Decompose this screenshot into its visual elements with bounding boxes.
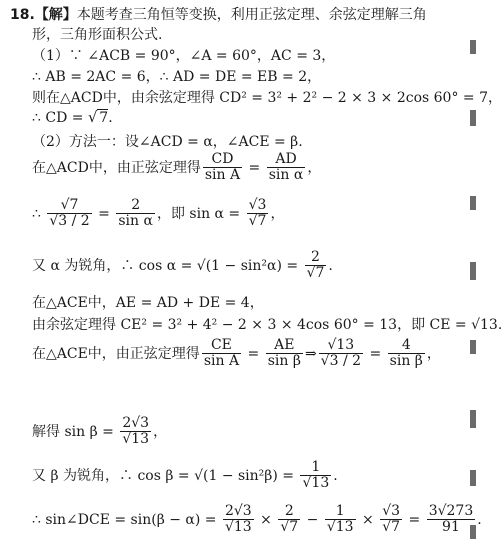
frac-num: 4 bbox=[388, 338, 425, 354]
frac-cd-sina bbox=[203, 152, 242, 184]
part1-line2: ∴ AB = 2AC = 6，∴ AD = DE = EB = 2， bbox=[32, 69, 322, 85]
frac-den: √7 bbox=[248, 213, 267, 230]
frac-num: 3√273 bbox=[428, 503, 474, 519]
intro-text-2: 形，三角形面积公式. bbox=[32, 27, 163, 43]
p2-l2-text: ∴ bbox=[32, 205, 46, 222]
frac-den: √7 bbox=[306, 265, 325, 282]
frac-num: √7 bbox=[47, 198, 91, 214]
part1-line4-radicand: 7 bbox=[99, 110, 109, 126]
frac-den: √13 bbox=[326, 519, 354, 536]
frac-num: 2√3 bbox=[122, 415, 150, 431]
p2-l7-end: ， bbox=[153, 423, 168, 440]
frac-den: sin A bbox=[203, 353, 240, 370]
frac-num: AD bbox=[267, 152, 306, 168]
part1-line4-a: ∴ CD = bbox=[32, 110, 88, 126]
frac-den: √7 bbox=[382, 519, 401, 536]
frac-num: AE bbox=[266, 338, 303, 354]
p2-l8-end: . bbox=[333, 467, 338, 484]
frac-den: √3 / 2 bbox=[320, 353, 362, 370]
frac-ae-sinbeta bbox=[266, 338, 303, 370]
part2-line4: 在△ACE中，AE = AD + DE = 4， bbox=[32, 295, 264, 311]
eq-sign: = bbox=[404, 511, 425, 528]
problem-number: 18. bbox=[10, 7, 35, 23]
frac-den: sin β bbox=[389, 353, 423, 370]
frac-sqrt7-sqrt3half bbox=[47, 198, 91, 230]
implies-arrow: ⇒ bbox=[304, 345, 317, 362]
frac-2-sqrt7 bbox=[305, 250, 327, 282]
scan-edge-mark bbox=[470, 525, 476, 539]
frac-ce-sina bbox=[202, 338, 241, 370]
frac-e bbox=[427, 504, 476, 536]
frac-den: √13 bbox=[302, 475, 330, 492]
eq-sign: = bbox=[365, 345, 386, 362]
p2-l9-text: ∴ sin∠DCE = sin(β − α) = bbox=[32, 511, 221, 528]
frac-num: 2 bbox=[116, 198, 155, 214]
scan-edge-mark bbox=[470, 196, 476, 210]
frac-2sqrt3-sqrt13 bbox=[120, 416, 151, 448]
frac-den: sin β bbox=[267, 353, 301, 370]
p2-l9-end: . bbox=[477, 511, 482, 528]
frac-num: 2 bbox=[278, 504, 300, 520]
frac-sqrt13-sqrt3half bbox=[319, 338, 363, 370]
frac-den: sin A bbox=[204, 167, 241, 184]
p2-l1-text: 在△ACD中，由正弦定理得 bbox=[32, 159, 201, 176]
frac-den: sin α bbox=[118, 213, 153, 230]
p2-l7-text: 解得 sin β = bbox=[32, 423, 119, 440]
frac-num: √13 bbox=[319, 338, 363, 354]
frac-num: 2√3 bbox=[224, 503, 252, 519]
part2-line1 bbox=[32, 152, 321, 184]
scan-edge-mark bbox=[470, 40, 476, 54]
p2-l1-end: ， bbox=[307, 159, 322, 176]
sqrt-sign: √ bbox=[87, 109, 98, 126]
frac-2-sinalpha bbox=[116, 198, 155, 230]
frac-den: √7 bbox=[280, 519, 299, 536]
part2-line5: 由余弦定理得 CE² = 3² + 4² − 2 × 3 × 4cos 60° = 13，即 CE = √13. bbox=[32, 317, 502, 333]
problem-header bbox=[10, 4, 427, 24]
frac-d bbox=[380, 504, 402, 536]
part2-line8 bbox=[32, 460, 338, 492]
times-sign: × bbox=[255, 511, 277, 528]
frac-4-sinbeta bbox=[388, 338, 425, 370]
frac-num: 1 bbox=[325, 504, 356, 520]
p2-l6-end: ， bbox=[426, 345, 441, 362]
part2-line2 bbox=[32, 198, 284, 230]
scan-edge-mark bbox=[470, 340, 476, 354]
p2-l3-text: 又 α 为锐角，∴ cos α = √(1 − sin²α) = bbox=[32, 257, 303, 274]
p2-l8-text: 又 β 为锐角，∴ cos β = √(1 − sin²β) = bbox=[32, 467, 299, 484]
part1-line3: 则在△ACD中，由余弦定理得 CD² = 3² + 2² − 2 × 3 × 2cos 60° = 7， bbox=[32, 90, 502, 106]
frac-ad-sinalpha bbox=[267, 152, 306, 184]
frac-num: √3 bbox=[248, 197, 267, 213]
part2-line9 bbox=[32, 504, 482, 536]
part1-head: （1）∵ ∠ACB = 90°，∠A = 60°，AC = 3， bbox=[32, 48, 336, 64]
frac-num: 1 bbox=[300, 460, 331, 476]
intro-text: 本题考查三角恒等变换，利用正弦定理、余弦定理解三角 bbox=[76, 7, 427, 23]
minus-sign: − bbox=[302, 511, 323, 528]
part2-line7 bbox=[32, 416, 167, 448]
frac-den: √13 bbox=[122, 431, 150, 448]
part1-line4-c: . bbox=[108, 110, 113, 126]
part2-line6 bbox=[32, 338, 441, 370]
scan-edge-mark bbox=[470, 110, 476, 126]
frac-a bbox=[223, 504, 254, 536]
p2-l3-end: . bbox=[328, 257, 333, 274]
p2-l2-end: ， bbox=[270, 205, 285, 222]
frac-den: √13 bbox=[224, 519, 252, 536]
frac-c bbox=[325, 504, 356, 536]
scan-edge-mark bbox=[470, 410, 476, 428]
part1-line4 bbox=[32, 109, 113, 126]
p2-l2-mid: ，即 sin α = bbox=[156, 205, 245, 222]
part2-line3 bbox=[32, 250, 333, 282]
solution-tag: 【解】 bbox=[34, 7, 77, 23]
frac-1-sqrt13 bbox=[300, 460, 331, 492]
frac-den: 91 bbox=[442, 519, 460, 536]
eq-sign: = bbox=[244, 159, 265, 176]
part2-head: （2）方法一：设∠ACD = α，∠ACE = β. bbox=[32, 134, 303, 150]
eq-sign: = bbox=[93, 205, 115, 222]
frac-num: √3 bbox=[382, 503, 401, 519]
frac-num: CE bbox=[202, 338, 241, 354]
scan-edge-mark bbox=[470, 470, 476, 486]
frac-den: √3 / 2 bbox=[49, 213, 90, 230]
frac-num: CD bbox=[203, 152, 242, 168]
times-sign: × bbox=[357, 511, 379, 528]
p2-l6-text: 在△ACE中，由正弦定理得 bbox=[32, 345, 200, 362]
frac-den: sin α bbox=[268, 167, 304, 184]
eq-sign: = bbox=[243, 345, 264, 362]
frac-b bbox=[278, 504, 300, 536]
frac-num: 2 bbox=[305, 250, 327, 266]
scan-edge-mark bbox=[470, 262, 476, 280]
frac-sqrt3-sqrt7 bbox=[247, 198, 269, 230]
